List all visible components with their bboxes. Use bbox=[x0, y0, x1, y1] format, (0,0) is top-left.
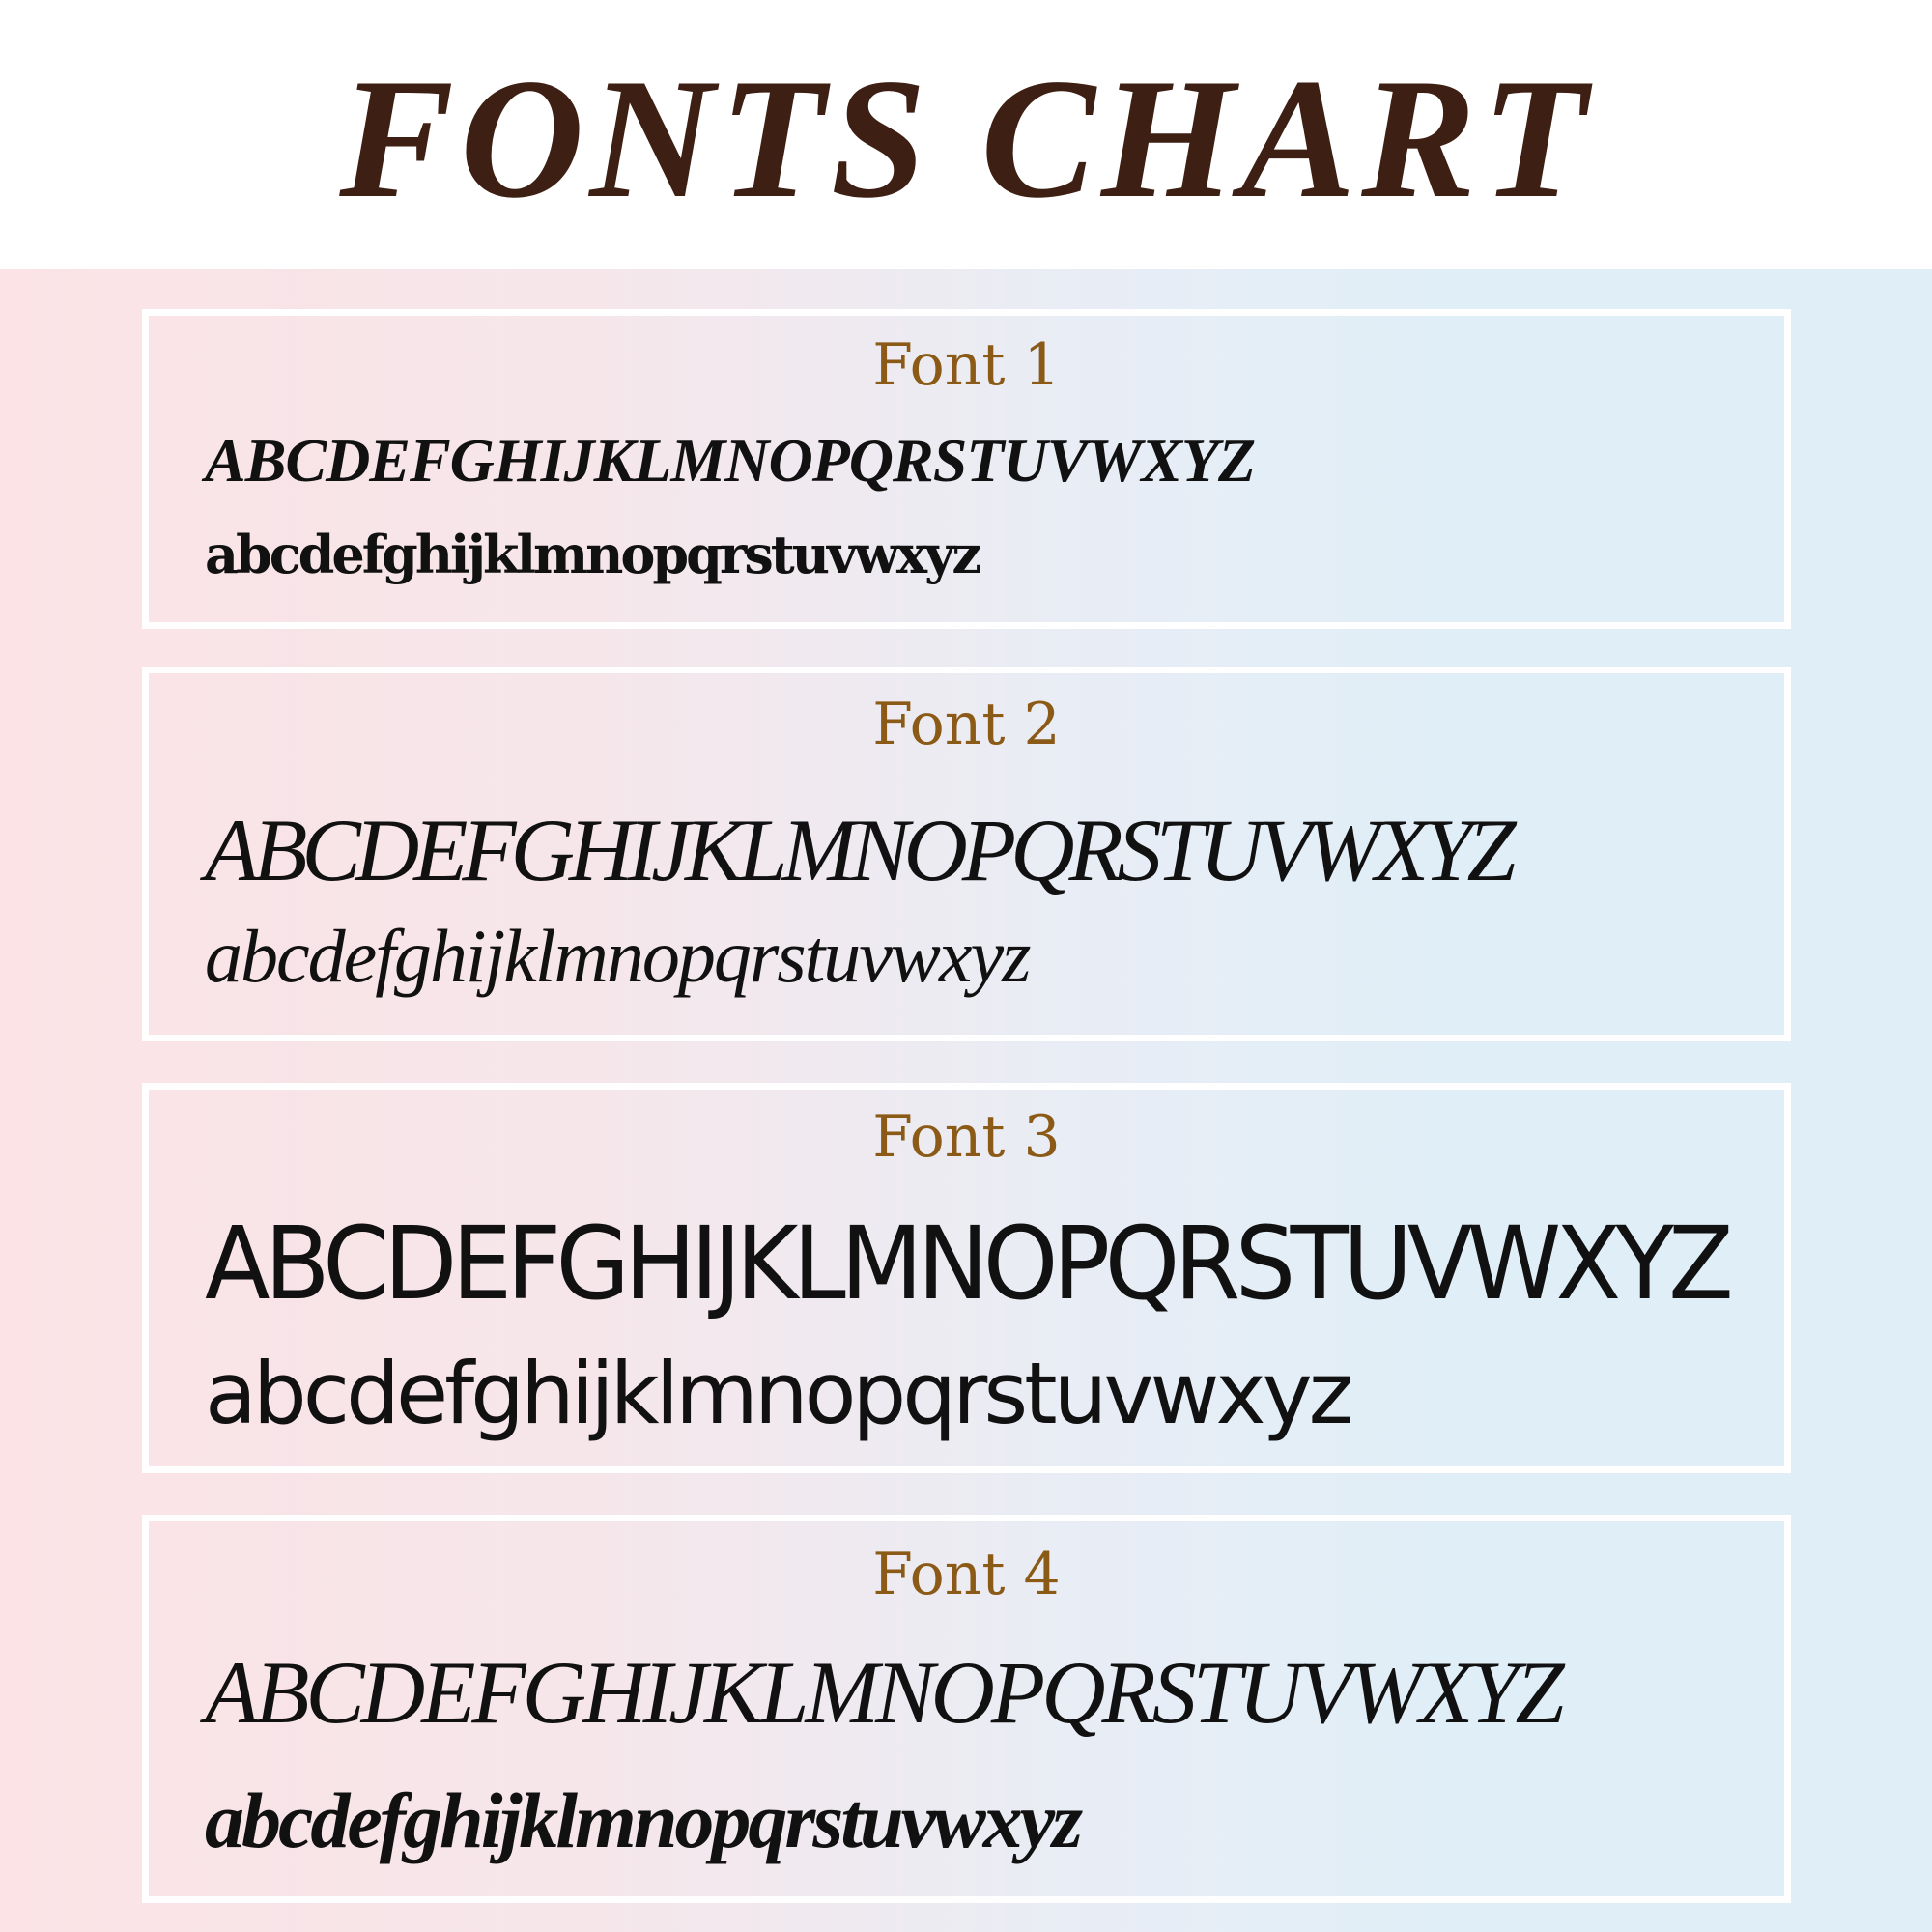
font-panel-1 bbox=[142, 309, 1791, 629]
uppercase-sample: ABCDEFGHIJKLMNOPQRSTUVWXYZ bbox=[205, 1205, 1729, 1322]
font-label: Font 2 bbox=[872, 691, 1061, 758]
font-panel-3 bbox=[142, 1083, 1791, 1473]
font-label: Font 4 bbox=[872, 1541, 1061, 1608]
uppercase-sample: ABCDEFGHIJKLMNOPQRSTUVWXYZ bbox=[205, 1643, 1561, 1742]
page-title: FONTS CHART bbox=[339, 43, 1593, 234]
lowercase-sample: abcdefghijklmnopqrstuvwxyz bbox=[205, 1776, 1081, 1864]
font-panel-4 bbox=[142, 1515, 1791, 1903]
lowercase-sample: abcdefghijklmnopqrstuvwxyz bbox=[205, 914, 1030, 998]
lowercase-sample: abcdefghijklmnopqrstuvwxyz bbox=[205, 1344, 1350, 1443]
uppercase-sample: ABCDEFGHIJKLMNOPQRSTUVWXYZ bbox=[205, 801, 1511, 899]
font-label: Font 3 bbox=[872, 1103, 1061, 1171]
uppercase-sample: ABCDEFGHIJKLMNOPQRSTUVWXYZ bbox=[205, 426, 1256, 495]
lowercase-sample: abcdefghijklmnopqrstuvwxyz bbox=[205, 524, 980, 585]
font-label: Font 1 bbox=[872, 331, 1061, 399]
font-panel-2 bbox=[142, 667, 1791, 1041]
header bbox=[0, 0, 1932, 269]
